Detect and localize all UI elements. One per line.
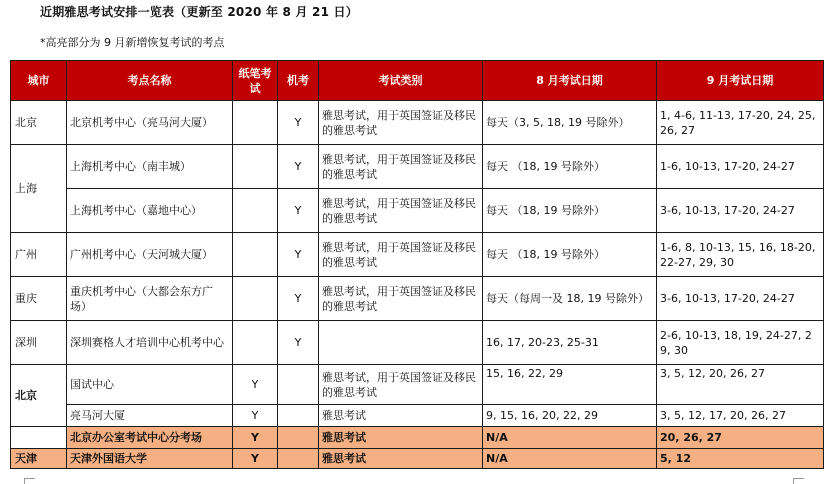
paper-cell: [233, 233, 278, 277]
header-venue: 考点名称: [67, 61, 233, 101]
page-title: 近期雅思考试安排一览表（更新至 2020 年 8 月 21 日）: [40, 5, 358, 19]
computer-cell: [278, 405, 319, 427]
city-cell: 上海: [11, 145, 67, 233]
paper-cell: [233, 321, 278, 365]
aug-cell: N/A: [483, 449, 657, 469]
city-cell: 北京: [11, 365, 67, 427]
header-city: 城市: [11, 61, 67, 101]
aug-cell: 每天 （18, 19 号除外）: [483, 189, 657, 233]
venue-cell: 上海机考中心（南丰城）: [67, 145, 233, 189]
venue-cell: 北京机考中心（亮马河大厦）: [67, 101, 233, 145]
sep-cell: 3, 5, 12, 17, 20, 26, 27: [657, 405, 824, 427]
computer-cell: Y: [278, 101, 319, 145]
venue-cell: 天津外国语大学: [67, 449, 233, 469]
venue-cell: 国试中心: [67, 365, 233, 405]
aug-cell: 每天 （18, 19 号除外）: [483, 145, 657, 189]
paper-cell: Y: [233, 449, 278, 469]
computer-cell: Y: [278, 233, 319, 277]
table-row-highlighted: [11, 427, 824, 449]
type-cell: 雅思考试，用于英国签证及移民的雅思考试: [319, 233, 483, 277]
highlight-note: *高亮部分为 9 月新增恢复考试的考点: [40, 36, 225, 49]
computer-cell: Y: [278, 321, 319, 365]
sep-cell: 2-6, 10-13, 18, 19, 24-27, 29, 30: [657, 321, 824, 365]
type-cell: 雅思考试，用于英国签证及移民的雅思考试: [319, 189, 483, 233]
table-row: [11, 233, 824, 277]
sep-cell: 20, 26, 27: [657, 427, 824, 449]
table-row: [11, 101, 824, 145]
header-computer: 机考: [278, 61, 319, 101]
city-cell: 北京: [11, 101, 67, 145]
city-cell: 重庆: [11, 277, 67, 321]
header-row: [11, 61, 824, 101]
table-resize-handle[interactable]: [24, 478, 35, 484]
table-row: [11, 405, 824, 427]
table-row: [11, 365, 824, 405]
sep-cell: 3-6, 10-13, 17-20, 24-27: [657, 189, 824, 233]
aug-cell: 15, 16, 22, 29: [483, 365, 657, 405]
paper-cell: Y: [233, 365, 278, 405]
sep-cell: 3, 5, 12, 20, 26, 27: [657, 365, 824, 405]
paper-cell: [233, 101, 278, 145]
table-row: [11, 277, 824, 321]
venue-cell: 重庆机考中心（大都会东方广场）: [67, 277, 233, 321]
type-cell: 雅思考试，用于英国签证及移民的雅思考试: [319, 145, 483, 189]
paper-cell: Y: [233, 405, 278, 427]
table-resize-handle[interactable]: [793, 478, 804, 484]
aug-cell: 16, 17, 20-23, 25-31: [483, 321, 657, 365]
city-cell: 广州: [11, 233, 67, 277]
venue-cell: 上海机考中心（嘉地中心）: [67, 189, 233, 233]
venue-cell: 广州机考中心（天河城大厦）: [67, 233, 233, 277]
sep-cell: 1, 4-6, 11-13, 17-20, 24, 25, 26, 27: [657, 101, 824, 145]
aug-cell: 每天（每周一及 18, 19 号除外）: [483, 277, 657, 321]
header-aug-dates: 8 月考试日期: [483, 61, 657, 101]
city-cell: 天津: [11, 449, 67, 469]
paper-cell: [233, 145, 278, 189]
aug-cell: 9, 15, 16, 20, 22, 29: [483, 405, 657, 427]
sep-cell: 3-6, 10-13, 17-20, 24-27: [657, 277, 824, 321]
type-cell: 雅思考试，用于英国签证及移民的雅思考试: [319, 101, 483, 145]
table-row-highlighted: [11, 449, 824, 469]
type-cell: [319, 321, 483, 365]
exam-schedule-table: [10, 60, 824, 469]
venue-cell: 北京办公室考试中心分考场: [67, 427, 233, 449]
aug-cell: 每天 （18, 19 号除外）: [483, 233, 657, 277]
header-type: 考试类别: [319, 61, 483, 101]
computer-cell: [278, 427, 319, 449]
paper-cell: Y: [233, 427, 278, 449]
city-cell: 深圳: [11, 321, 67, 365]
computer-cell: Y: [278, 277, 319, 321]
header-sep-dates: 9 月考试日期: [657, 61, 824, 101]
table-row: [11, 145, 824, 189]
table-row: [11, 189, 824, 233]
sep-cell: 5, 12: [657, 449, 824, 469]
type-cell: 雅思考试: [319, 405, 483, 427]
sep-cell: 1-6, 10-13, 17-20, 24-27: [657, 145, 824, 189]
venue-cell: 亮马河大厦: [67, 405, 233, 427]
type-cell: 雅思考试，用于英国签证及移民的雅思考试: [319, 277, 483, 321]
venue-cell: 深圳赛格人才培训中心机考中心: [67, 321, 233, 365]
computer-cell: Y: [278, 189, 319, 233]
type-cell: 雅思考试，用于英国签证及移民的雅思考试: [319, 365, 483, 405]
city-cell: [11, 427, 67, 449]
paper-cell: [233, 189, 278, 233]
computer-cell: [278, 449, 319, 469]
aug-cell: N/A: [483, 427, 657, 449]
type-cell: 雅思考试: [319, 427, 483, 449]
header-paper: 纸笔考试: [233, 61, 278, 101]
paper-cell: [233, 277, 278, 321]
table-row: [11, 321, 824, 365]
computer-cell: Y: [278, 145, 319, 189]
sep-cell: 1-6, 8, 10-13, 15, 16, 18-20, 22-27, 29, 30: [657, 233, 824, 277]
type-cell: 雅思考试: [319, 449, 483, 469]
computer-cell: [278, 365, 319, 405]
aug-cell: 每天（3, 5, 18, 19 号除外）: [483, 101, 657, 145]
